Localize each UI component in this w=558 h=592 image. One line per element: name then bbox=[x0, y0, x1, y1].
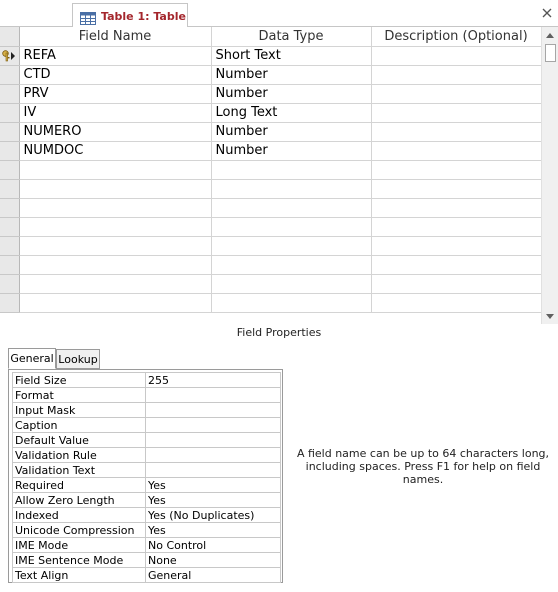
grid-header-row bbox=[0, 27, 541, 46]
field-name-cell[interactable] bbox=[19, 236, 211, 255]
description-cell[interactable] bbox=[371, 179, 541, 198]
document-tab[interactable] bbox=[72, 3, 188, 28]
property-name: Format bbox=[13, 388, 146, 403]
property-value[interactable] bbox=[146, 433, 281, 448]
property-value[interactable] bbox=[146, 403, 281, 418]
field-name-cell[interactable]: PRV bbox=[19, 84, 211, 103]
row-selector[interactable] bbox=[0, 84, 19, 103]
property-row[interactable] bbox=[13, 508, 281, 523]
description-cell[interactable] bbox=[371, 160, 541, 179]
property-row[interactable] bbox=[13, 478, 281, 493]
row-selector[interactable] bbox=[0, 217, 19, 236]
row-selector[interactable] bbox=[0, 141, 19, 160]
close-icon[interactable] bbox=[540, 6, 554, 20]
description-cell[interactable] bbox=[371, 122, 541, 141]
description-cell[interactable] bbox=[371, 217, 541, 236]
property-name: Text Align bbox=[13, 568, 146, 583]
description-cell[interactable] bbox=[371, 198, 541, 217]
scroll-down-arrow-icon[interactable] bbox=[542, 308, 558, 324]
property-row[interactable] bbox=[13, 403, 281, 418]
field-row[interactable] bbox=[0, 236, 541, 255]
data-type-cell[interactable] bbox=[211, 255, 371, 274]
data-type-cell[interactable] bbox=[211, 236, 371, 255]
row-selector[interactable] bbox=[0, 179, 19, 198]
column-header-description[interactable]: Description (Optional) bbox=[371, 27, 541, 46]
field-row[interactable] bbox=[0, 141, 541, 160]
data-type-cell[interactable]: Short Text bbox=[211, 46, 371, 65]
property-name: Indexed bbox=[13, 508, 146, 523]
property-name: Default Value bbox=[13, 433, 146, 448]
row-selector[interactable] bbox=[0, 46, 19, 65]
field-row[interactable] bbox=[0, 293, 541, 312]
document-tab-bar bbox=[0, 0, 558, 27]
field-name-cell[interactable] bbox=[19, 293, 211, 312]
property-name: Caption bbox=[13, 418, 146, 433]
property-value[interactable]: General bbox=[146, 568, 281, 583]
data-type-cell[interactable]: Long Text bbox=[211, 103, 371, 122]
primary-key-icon bbox=[2, 50, 16, 66]
field-name-cell[interactable]: CTD bbox=[19, 65, 211, 84]
field-name-cell[interactable]: NUMDOC bbox=[19, 141, 211, 160]
properties-table bbox=[12, 372, 281, 583]
field-row[interactable] bbox=[0, 274, 541, 293]
row-selector[interactable] bbox=[0, 65, 19, 84]
property-name: Input Mask bbox=[13, 403, 146, 418]
field-row[interactable] bbox=[0, 217, 541, 236]
property-value[interactable] bbox=[146, 463, 281, 478]
property-value[interactable] bbox=[146, 418, 281, 433]
field-row[interactable] bbox=[0, 255, 541, 274]
table-icon bbox=[80, 10, 96, 23]
property-row[interactable] bbox=[13, 568, 281, 583]
tab-lookup[interactable]: Lookup bbox=[56, 349, 100, 369]
field-row[interactable] bbox=[0, 198, 541, 217]
property-row[interactable] bbox=[13, 493, 281, 508]
description-cell[interactable] bbox=[371, 84, 541, 103]
data-type-cell[interactable] bbox=[211, 274, 371, 293]
data-type-cell[interactable]: Number bbox=[211, 65, 371, 84]
property-value[interactable]: 255 bbox=[146, 373, 281, 388]
description-cell[interactable] bbox=[371, 274, 541, 293]
property-row[interactable] bbox=[13, 448, 281, 463]
row-selector[interactable] bbox=[0, 293, 19, 312]
description-cell[interactable] bbox=[371, 65, 541, 84]
property-row[interactable] bbox=[13, 463, 281, 478]
tab-general[interactable]: General bbox=[8, 348, 56, 369]
description-cell[interactable] bbox=[371, 293, 541, 312]
property-row[interactable] bbox=[13, 418, 281, 433]
row-selector[interactable] bbox=[0, 274, 19, 293]
property-name: Validation Text bbox=[13, 463, 146, 478]
property-value[interactable] bbox=[146, 448, 281, 463]
field-row[interactable] bbox=[0, 65, 541, 84]
property-name: Required bbox=[13, 478, 146, 493]
row-selector[interactable] bbox=[0, 122, 19, 141]
field-name-cell[interactable] bbox=[19, 274, 211, 293]
property-name: Validation Rule bbox=[13, 448, 146, 463]
row-selector[interactable] bbox=[0, 103, 19, 122]
general-properties-panel bbox=[8, 369, 283, 583]
data-type-cell[interactable] bbox=[211, 198, 371, 217]
property-value[interactable]: Yes bbox=[146, 478, 281, 493]
property-value[interactable]: Yes bbox=[146, 493, 281, 508]
column-header-data-type[interactable]: Data Type bbox=[211, 27, 371, 46]
field-design-grid bbox=[0, 27, 558, 324]
property-name: Field Size bbox=[13, 373, 146, 388]
data-type-cell[interactable] bbox=[211, 179, 371, 198]
property-row[interactable] bbox=[13, 553, 281, 568]
property-row[interactable] bbox=[13, 433, 281, 448]
data-type-cell[interactable] bbox=[211, 160, 371, 179]
field-name-cell[interactable]: IV bbox=[19, 103, 211, 122]
field-name-cell[interactable] bbox=[19, 179, 211, 198]
field-name-cell[interactable]: REFA bbox=[19, 46, 211, 65]
field-name-cell[interactable] bbox=[19, 255, 211, 274]
description-cell[interactable] bbox=[371, 103, 541, 122]
row-selector[interactable] bbox=[0, 255, 19, 274]
column-header-field-name[interactable]: Field Name bbox=[19, 27, 211, 46]
grid-corner[interactable] bbox=[0, 27, 19, 46]
property-row[interactable] bbox=[13, 388, 281, 403]
data-type-cell[interactable]: Number bbox=[211, 141, 371, 160]
field-row[interactable] bbox=[0, 160, 541, 179]
property-name: Unicode Compression bbox=[13, 523, 146, 538]
row-selector[interactable] bbox=[0, 198, 19, 217]
property-value[interactable]: Yes (No Duplicates) bbox=[146, 508, 281, 523]
field-row[interactable] bbox=[0, 46, 541, 65]
property-row[interactable] bbox=[13, 523, 281, 538]
scrollbar-thumb[interactable] bbox=[545, 44, 556, 62]
data-type-cell[interactable]: Number bbox=[211, 122, 371, 141]
property-value[interactable] bbox=[146, 388, 281, 403]
row-selector[interactable] bbox=[0, 160, 19, 179]
property-name: IME Sentence Mode bbox=[13, 553, 146, 568]
property-name: Allow Zero Length bbox=[13, 493, 146, 508]
description-cell[interactable] bbox=[371, 46, 541, 65]
field-row[interactable] bbox=[0, 103, 541, 122]
field-name-cell[interactable] bbox=[19, 160, 211, 179]
grid-vertical-scrollbar[interactable] bbox=[541, 27, 558, 324]
document-tab-label: Table 1: Table bbox=[101, 9, 186, 23]
property-value[interactable]: None bbox=[146, 553, 281, 568]
field-row[interactable] bbox=[0, 122, 541, 141]
field-name-cell[interactable] bbox=[19, 198, 211, 217]
field-properties-title: Field Properties bbox=[236, 326, 322, 339]
property-row[interactable] bbox=[13, 538, 281, 553]
field-row[interactable] bbox=[0, 84, 541, 103]
field-name-cell[interactable] bbox=[19, 217, 211, 236]
data-type-cell[interactable] bbox=[211, 217, 371, 236]
description-cell[interactable] bbox=[371, 255, 541, 274]
field-grid-table bbox=[0, 27, 542, 313]
data-type-cell[interactable] bbox=[211, 293, 371, 312]
property-row[interactable] bbox=[13, 373, 281, 388]
help-text: A field name can be up to 64 characters long, including spaces. Press F1 for help on field names. bbox=[296, 447, 550, 486]
property-value[interactable]: Yes bbox=[146, 523, 281, 538]
description-cell[interactable] bbox=[371, 141, 541, 160]
property-name: IME Mode bbox=[13, 538, 146, 553]
property-value[interactable]: No Control bbox=[146, 538, 281, 553]
data-type-cell[interactable]: Number bbox=[211, 84, 371, 103]
field-row[interactable] bbox=[0, 179, 541, 198]
description-cell[interactable] bbox=[371, 236, 541, 255]
field-name-cell[interactable]: NUMERO bbox=[19, 122, 211, 141]
row-selector[interactable] bbox=[0, 236, 19, 255]
scroll-up-arrow-icon[interactable] bbox=[542, 27, 558, 43]
